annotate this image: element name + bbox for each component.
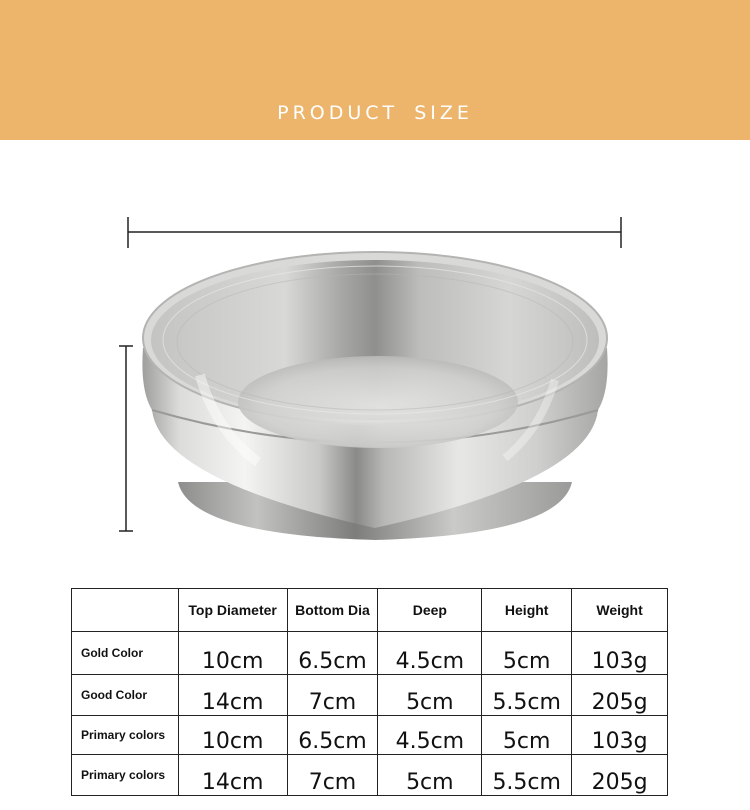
row-label: Gold Color — [72, 632, 179, 675]
cell-bottom-dia: 7cm — [287, 675, 378, 716]
cell-top-diameter: 10cm — [178, 716, 287, 755]
product-figure — [0, 140, 750, 585]
cell-bottom-dia: 6.5cm — [287, 716, 378, 755]
cell-top-diameter: 10cm — [178, 632, 287, 675]
table-header-blank — [72, 589, 179, 632]
cell-deep: 5cm — [378, 755, 482, 796]
cell-top-diameter: 14cm — [178, 675, 287, 716]
table-header-weight: Weight — [572, 589, 668, 632]
header-banner — [0, 0, 750, 140]
cell-height: 5.5cm — [482, 675, 572, 716]
cell-weight: 103g — [572, 716, 668, 755]
table-header-height: Height — [482, 589, 572, 632]
table-row — [72, 716, 668, 755]
cell-top-diameter: 14cm — [178, 755, 287, 796]
row-label: Good Color — [72, 675, 179, 716]
table-row — [72, 632, 668, 675]
cell-deep: 4.5cm — [378, 632, 482, 675]
cell-height: 5.5cm — [482, 755, 572, 796]
height-indicator — [119, 346, 133, 531]
cell-weight: 103g — [572, 632, 668, 675]
cell-deep: 4.5cm — [378, 716, 482, 755]
cell-bottom-dia: 7cm — [287, 755, 378, 796]
row-label: Primary colors — [72, 755, 179, 796]
table-header-row — [72, 589, 668, 632]
cell-weight: 205g — [572, 755, 668, 796]
table-row — [72, 675, 668, 716]
table-header-top-diameter: Top Diameter — [178, 589, 287, 632]
cell-height: 5cm — [482, 632, 572, 675]
cell-bottom-dia: 6.5cm — [287, 632, 378, 675]
top-diameter-indicator — [128, 217, 621, 248]
cell-weight: 205g — [572, 675, 668, 716]
banner-title: PRODUCT SIZE — [277, 102, 473, 124]
table-row — [72, 755, 668, 796]
cell-deep: 5cm — [378, 675, 482, 716]
cell-height: 5cm — [482, 716, 572, 755]
product-size-table — [71, 588, 668, 796]
row-label: Primary colors — [72, 716, 179, 755]
table-header-bottom-dia: Bottom Dia — [287, 589, 378, 632]
table-header-deep: Deep — [378, 589, 482, 632]
bowl-icon — [142, 252, 607, 540]
